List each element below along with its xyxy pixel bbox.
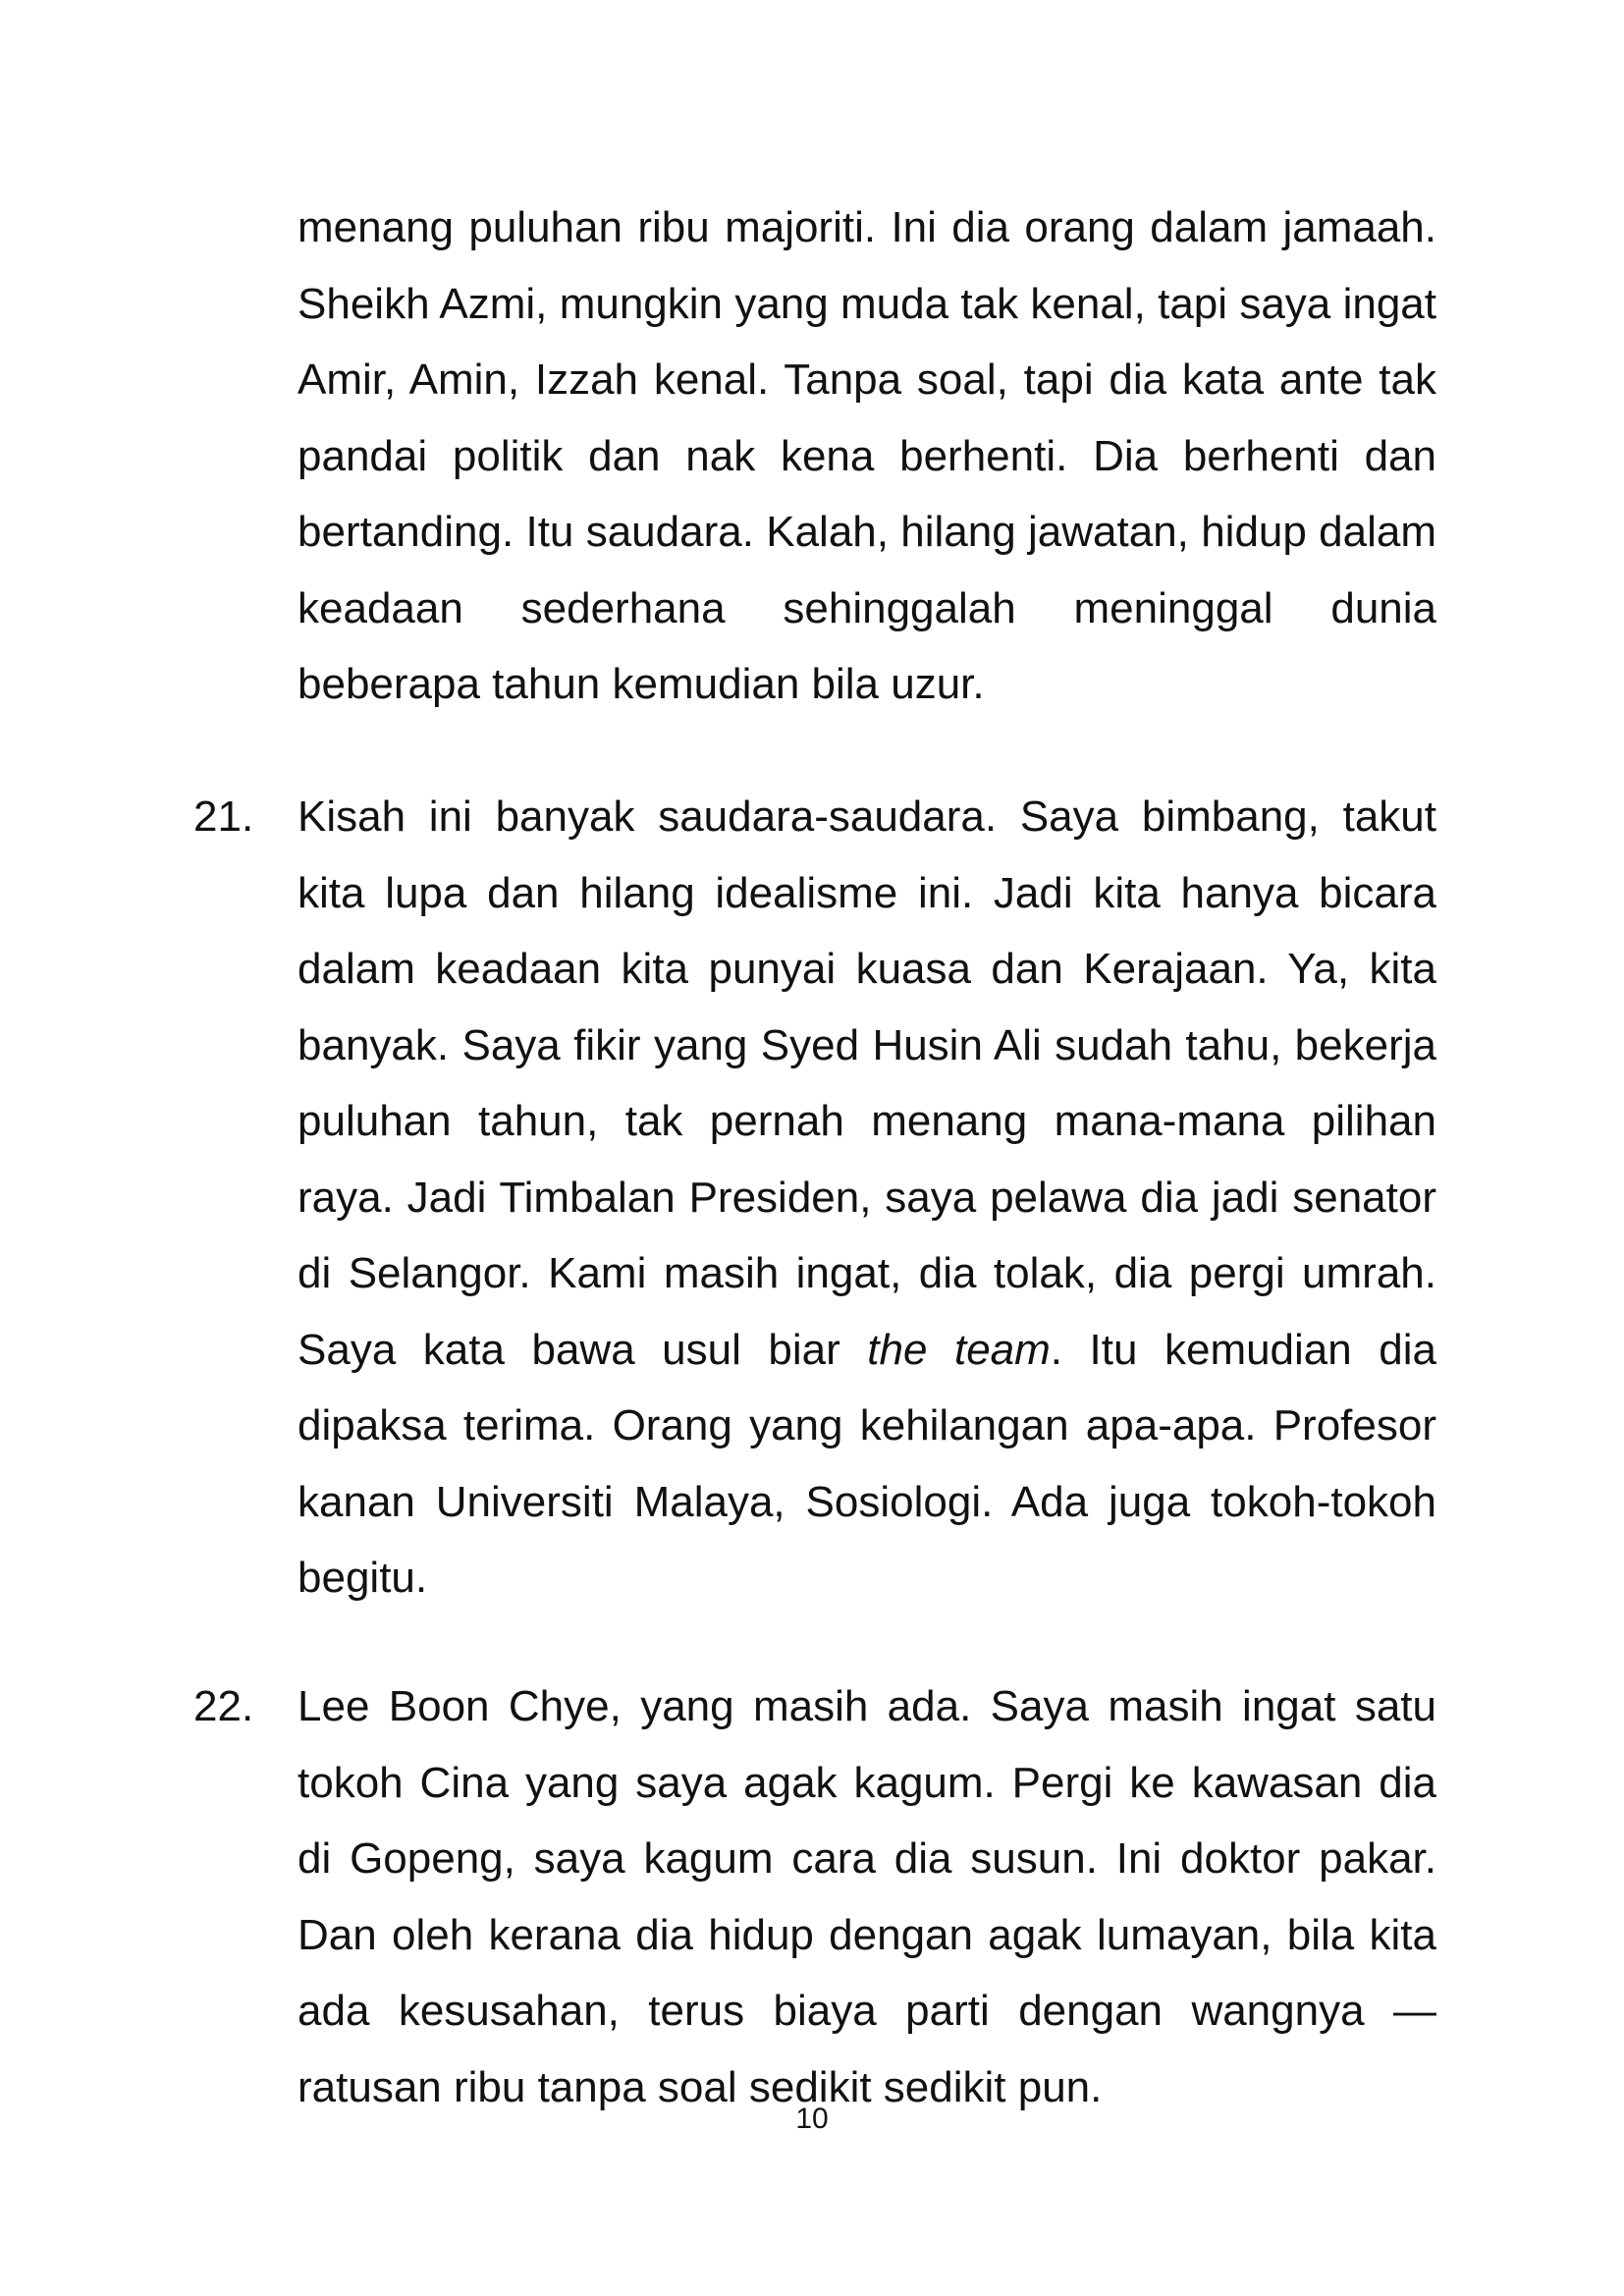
text-line: ratusan ribu tanpa soal sedikit sedikit pun. bbox=[298, 2062, 1103, 2111]
text-line: tokoh Cina yang saya agak kagum. Pergi ke kawasan dia bbox=[298, 1758, 1436, 1807]
text-line: keadaan sederhana sehinggalah meninggal dunia bbox=[298, 583, 1436, 632]
text-line: menang puluhan ribu majoriti. Ini dia orang dalam jamaah. bbox=[298, 203, 1436, 251]
text-line: kanan Universiti Malaya, Sosiologi. Ada juga tokoh-tokoh bbox=[298, 1477, 1436, 1526]
text-line: beberapa tahun kemudian bila uzur. bbox=[298, 660, 985, 708]
paragraph-21 bbox=[298, 779, 1436, 1616]
text-line: di Gopeng, saya kagum cara dia susun. Ini doktor pakar. bbox=[298, 1834, 1436, 1883]
text-line: puluhan tahun, tak pernah menang mana-mana pilihan bbox=[298, 1097, 1436, 1145]
text-line: raya. Jadi Timbalan Presiden, saya pelawa dia jadi senator bbox=[298, 1173, 1436, 1222]
paragraph-22 bbox=[298, 1668, 1436, 2125]
text-line-with-italic bbox=[298, 1312, 1436, 1389]
italic-phrase: the team bbox=[867, 1325, 1051, 1374]
text-line: ada kesusahan, terus biaya parti dengan wangnya — bbox=[298, 1987, 1436, 2035]
text-line: Kisah ini banyak saudara-saudara. Saya bimbang, takut bbox=[298, 793, 1436, 841]
text-line: Amir, Amin, Izzah kenal. Tanpa soal, tapi dia kata ante tak bbox=[298, 355, 1436, 404]
text-line: kita lupa dan hilang idealisme ini. Jadi kita hanya bicara bbox=[298, 868, 1436, 917]
text-line: begitu. bbox=[298, 1554, 428, 1602]
text-segment: . Itu kemudian dia bbox=[1050, 1325, 1436, 1374]
text-line: dalam keadaan kita punyai kuasa dan Kerajaan. Ya, kita bbox=[298, 945, 1436, 993]
paragraph-number: 21. bbox=[193, 793, 254, 841]
paragraph-continuation bbox=[298, 190, 1436, 723]
text-line: Lee Boon Chye, yang masih ada. Saya masih ingat satu bbox=[298, 1682, 1436, 1730]
paragraph-number: 22. bbox=[193, 1682, 254, 1730]
text-line: banyak. Saya fikir yang Syed Husin Ali sudah tahu, bekerja bbox=[298, 1020, 1436, 1069]
page-number: 10 bbox=[795, 2103, 829, 2135]
text-line: Dan oleh kerana dia hidup dengan agak lumayan, bila kita bbox=[298, 1910, 1436, 1959]
text-line: pandai politik dan nak kena berhenti. Dia berhenti dan bbox=[298, 431, 1436, 480]
text-line: dipaksa terima. Orang yang kehilangan apa-apa. Profesor bbox=[298, 1401, 1436, 1449]
text-line: bertanding. Itu saudara. Kalah, hilang jawatan, hidup dalam bbox=[298, 508, 1436, 556]
text-line: Sheikh Azmi, mungkin yang muda tak kenal, tapi saya ingat bbox=[298, 279, 1436, 328]
text-segment: Saya kata bawa usul biar bbox=[298, 1325, 868, 1374]
text-line: di Selangor. Kami masih ingat, dia tolak, dia pergi umrah. bbox=[298, 1249, 1436, 1297]
